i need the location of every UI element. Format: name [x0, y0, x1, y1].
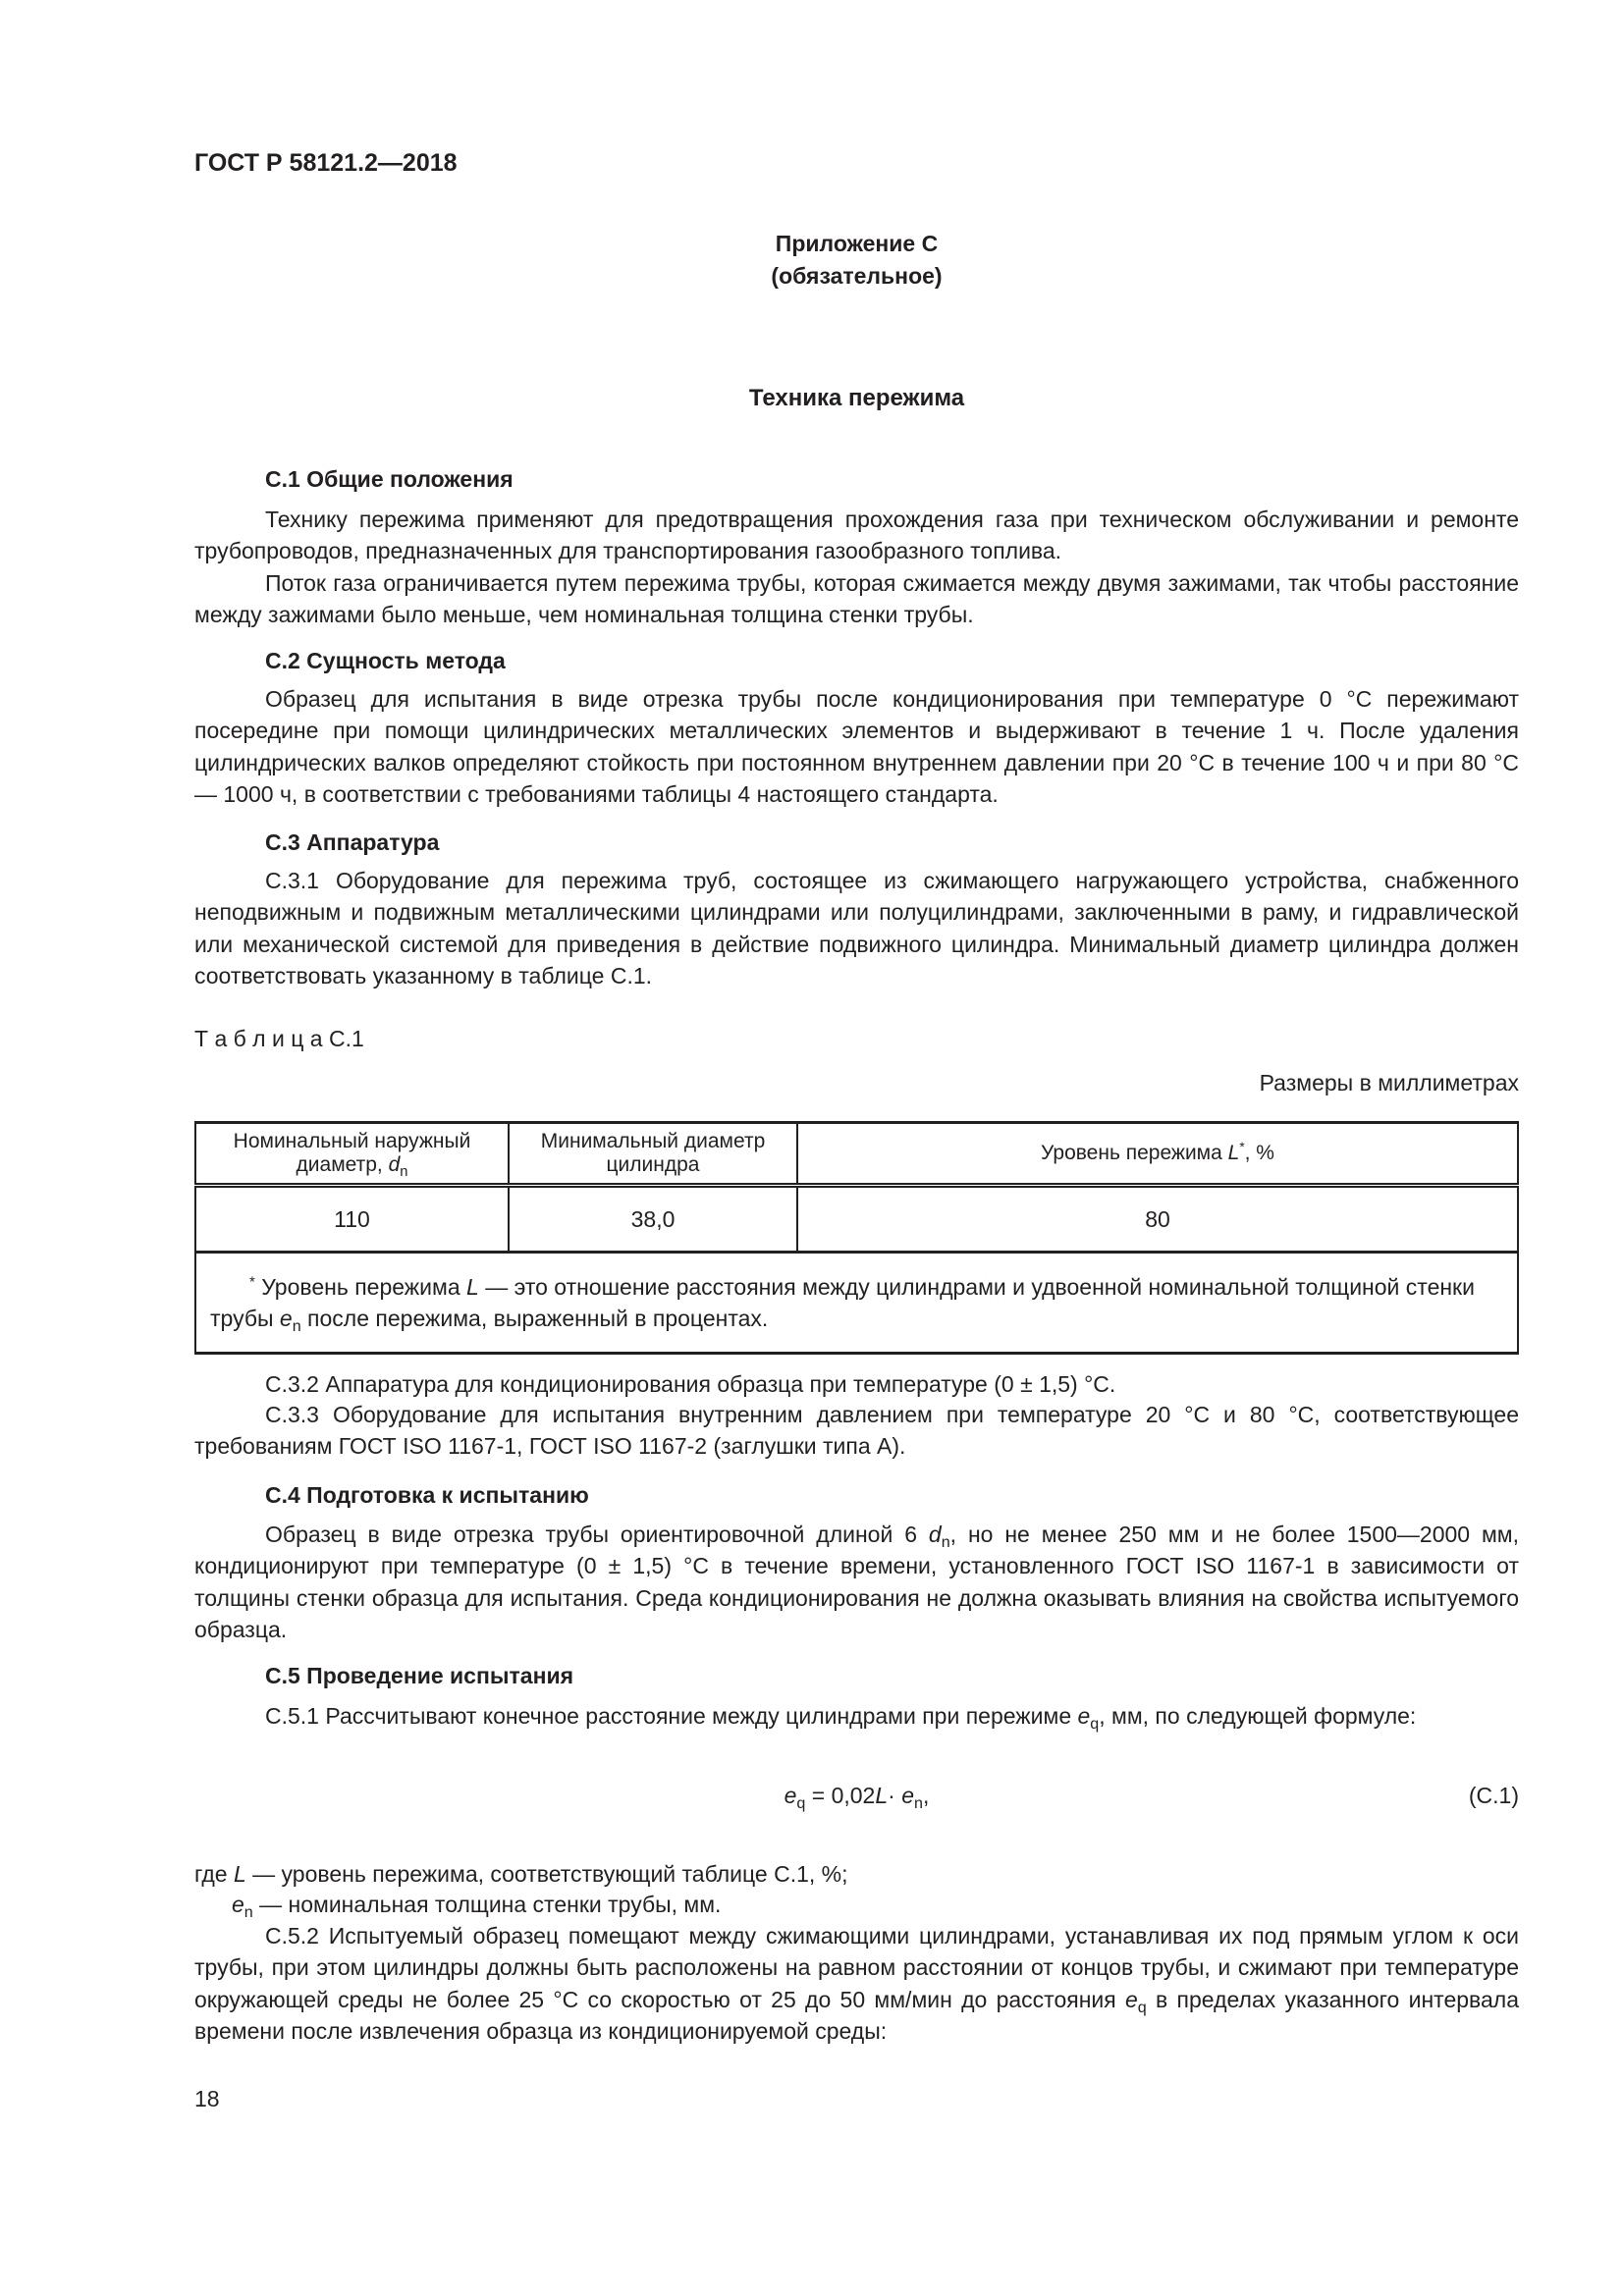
paragraph: Образец для испытания в виде отрезка трубы после кондиционирования при температуре 0 °С пережимают посередине при помощи цилиндрических металлических элементов и выдерживают в течение 1 ч. После удаления цилиндрических валков определяют стойкость при постоянном внутреннем давлении при 20 °С в течение 100 ч и при 80 °С — 1000 ч, в соответствии с требованиями таблицы 4 настоящего стандарта. — [194, 686, 1519, 807]
table-cell: 80 — [797, 1186, 1518, 1253]
formula-c1: $e_q = 0,02L\cdot e_n$, — [784, 1783, 930, 1812]
table-header-cell: Уровень пережима L*, % — [797, 1123, 1518, 1186]
section-heading-c2: С.2 Сущность метода — [265, 648, 506, 673]
annex-status: (обязательное) — [771, 263, 943, 289]
table-c1 — [194, 1121, 1519, 1355]
paragraph: Технику пережима применяют для предотвращения прохождения газа при техническом обслуживании и ремонте трубопроводов, предназначенных для транспортирования газообразного топлива. — [194, 507, 1519, 564]
table-units: Размеры в миллиметрах — [1259, 1070, 1519, 1095]
section-heading-c5: С.5 Проведение испытания — [265, 1663, 574, 1688]
paragraph: С.3.3 Оборудование для испытания внутренним давлением при температуре 20 °С и 80 °С, соответствующее требованиям ГОСТ ISO 1167-1, ГОСТ ISO 1167-2 (заглушки типа А). — [194, 1402, 1519, 1460]
table-cell: 38,0 — [509, 1186, 797, 1253]
where-line: где L — уровень пережима, соответствующий таблице С.1, %; — [194, 1861, 848, 1887]
paragraph: С.3.2 Аппаратура для кондиционирования образца при температуре (0 ± 1,5) °С. — [265, 1371, 1116, 1397]
paragraph: С.5.1 Рассчитывают конечное расстояние между цилиндрами при пережиме $e_q$, мм, по следующей формуле: — [265, 1703, 1417, 1733]
table-caption: Т а б л и ц а С.1 — [194, 1026, 364, 1051]
paragraph: С.3.1 Оборудование для пережима труб, состоящее из сжимающего нагружающего устройства, снабженного неподвижным и подвижным металлическими цилиндрами или полуцилиндрами, заключенными в раму, и гидравлической или механической системой для приведения в действие подвижного цилиндра. Минимальный диаметр цилиндра должен соответствовать указанному в таблице С.1. — [194, 868, 1519, 988]
section-heading-c1: С.1 Общие положения — [265, 466, 514, 492]
paragraph: Поток газа ограничивается путем пережима трубы, которая сжимается между двумя зажимами, так чтобы расстояние между зажимами было меньше, чем номинальная толщина стенки трубы. — [194, 570, 1519, 628]
where-line: $e_n$ — номинальная толщина стенки трубы, мм. — [232, 1892, 722, 1921]
annex-title: Приложение С — [775, 231, 939, 256]
table-header-cell: Номинальный наружный диаметр, $d_n$ — [195, 1123, 509, 1186]
paragraph: С.5.2 Испытуемый образец помещают между сжимающими цилиндрами, устанавливая их под прямым углом к оси трубы, при этом цилиндры должны быть расположены на равном расстоянии от концов трубы, и сжимают при температуре окружающей среды не более 25 °С со скоростью от 25 до 50 мм/мин до расстояния $e_q$ в пределах указанного интервала времени после извлечения образца из кондиционируемой среды: — [194, 1923, 1519, 2044]
annex-name: Техника пережима — [748, 385, 965, 411]
table-footnote: * Уровень пережима L — это отношение расстояния между цилиндрами и удвоенной номинальной толщиной стенки трубы $e_n$ после пережима, выраженный в процентах. — [195, 1253, 1518, 1354]
document-id: ГОСТ Р 58121.2—2018 — [194, 149, 458, 177]
section-heading-c3: С.3 Аппаратура — [265, 829, 440, 855]
table-header-cell: Минимальный диаметр цилиндра — [509, 1123, 797, 1186]
section-heading-c4: С.4 Подготовка к испытанию — [265, 1482, 589, 1508]
formula-number: (С.1) — [1468, 1783, 1519, 1808]
page-number: 18 — [194, 2086, 220, 2111]
table-cell: 110 — [195, 1186, 509, 1253]
paragraph: Образец в виде отрезка трубы ориентировочной длиной 6 $d_n$, но не менее 250 мм и не более 1500—2000 мм, кондиционируют при температуре (0 ± 1,5) °С в течение времени, установленного ГОСТ ISO 1167-1 в зависимости от толщины стенки образца для испытания. Среда кондиционирования не должна оказывать влияния на свойства испытуемого образца. — [194, 1522, 1519, 1642]
